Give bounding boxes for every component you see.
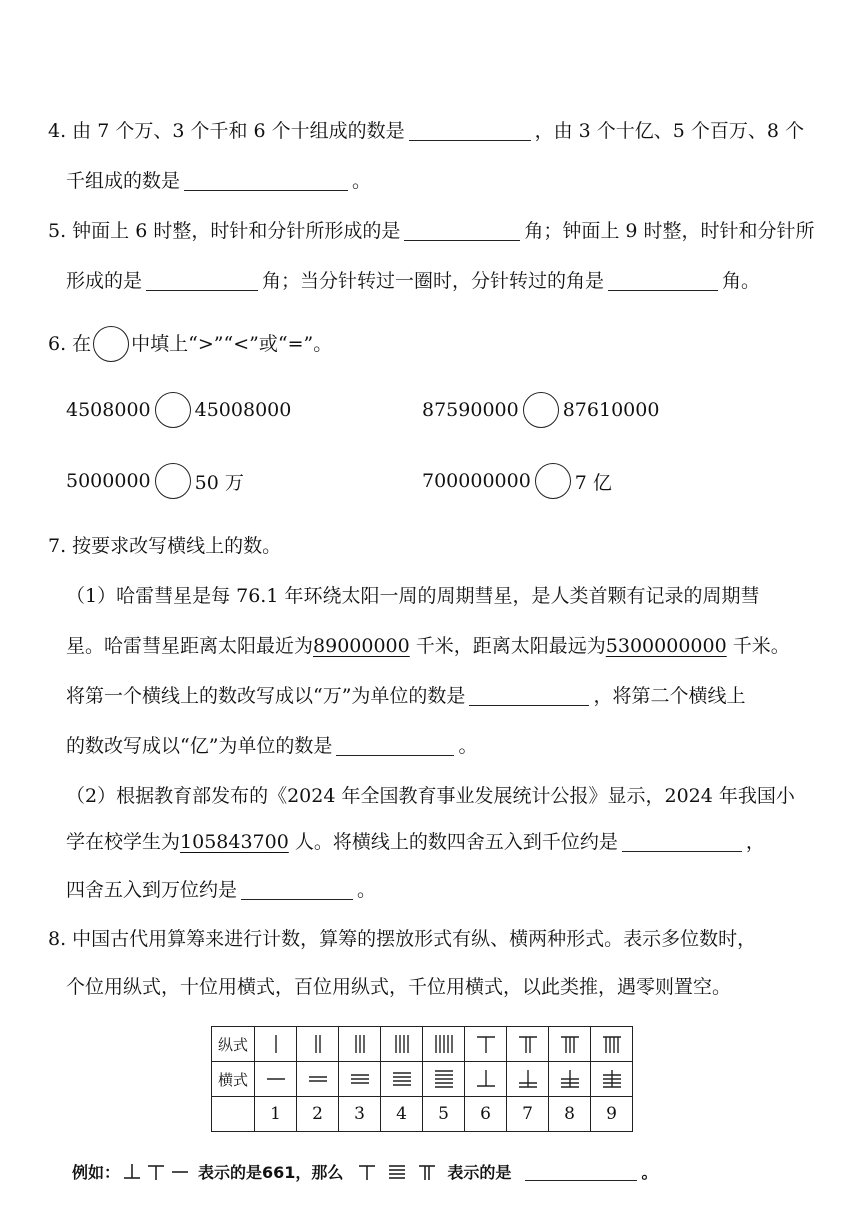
- rod-vertical-1: [255, 1027, 297, 1062]
- q4-text-c: 千组成的数是: [66, 170, 181, 192]
- q5-answer-blank-1[interactable]: [404, 220, 520, 241]
- q7-p2-text-b: 人。将横线上的数四舍五入到千位约是: [294, 831, 618, 853]
- q6-title: [48, 326, 332, 362]
- rod-vertical-4: [381, 1027, 423, 1062]
- rod-horizontal-2: [297, 1062, 339, 1097]
- q7-answer-blank-1[interactable]: [469, 685, 589, 706]
- example-text-2: 表示的是: [447, 1163, 512, 1182]
- example-text-3: 。: [641, 1163, 658, 1182]
- rod-vertical-8: [549, 1027, 591, 1062]
- q5-text-a: 5. 钟面上 6 时整，时针和分针所形成的是: [48, 220, 401, 242]
- digit-cell: 5: [423, 1097, 465, 1132]
- q5-text-b: 角；钟面上 9 时整，时针和分针所: [524, 220, 815, 242]
- q7-p1-line1: （1）哈雷彗星是每 76.1 年环绕太阳一周的周期彗星，是人类首颗有记录的周期彗: [66, 585, 760, 607]
- q7-p2-line1: （2）根据教育部发布的《2024 年全国教育事业发展统计公报》显示，2024 年我国小: [66, 785, 795, 807]
- q6-item-2-right: 87610000: [562, 399, 660, 421]
- q6-item-2-circle[interactable]: [523, 392, 559, 428]
- q7-p1-text-f: 的数改写成以“亿”为单位的数是: [66, 735, 333, 757]
- q7-title: 7. 按要求改写横线上的数。: [48, 535, 282, 557]
- q8-example: [72, 1160, 657, 1183]
- rod-horizontal-6: [465, 1062, 507, 1097]
- q7-underlined-number-3: 105843700: [180, 831, 289, 853]
- q7-p2-text-c: ，: [745, 831, 765, 853]
- q6-item-2: [422, 392, 659, 428]
- q6-item-1-left: 4508000: [66, 399, 151, 421]
- q7-answer-blank-4[interactable]: [241, 879, 353, 900]
- digit-cell: 1: [255, 1097, 297, 1132]
- rod-vertical-6: [465, 1027, 507, 1062]
- q7-p1-text-g: 。: [458, 735, 478, 757]
- rod-horizontal-3: [339, 1062, 381, 1097]
- rod-horizontal-5: [423, 1062, 465, 1097]
- digit-cell: 2: [297, 1097, 339, 1132]
- digit-cell: 3: [339, 1097, 381, 1132]
- q6-title-a: 6. 在: [48, 333, 92, 355]
- digit-cell: 8: [549, 1097, 591, 1132]
- q4-line1: [48, 118, 804, 144]
- q6-sample-circle: [93, 326, 129, 362]
- q4-line2: [66, 168, 371, 194]
- vertical-form-row: [212, 1027, 633, 1062]
- q7-p1-text-c: 千米。: [732, 635, 790, 657]
- q6-item-3: [66, 463, 244, 499]
- q7-p1-text-d: 将第一个横线上的数改写成以“万”为单位的数是: [66, 685, 466, 707]
- q6-item-4-circle[interactable]: [535, 463, 571, 499]
- rod-vertical-2: [297, 1027, 339, 1062]
- q7-p1-text-e: ，将第二个横线上: [593, 685, 746, 707]
- q5-answer-blank-3[interactable]: [608, 270, 718, 291]
- rod-horizontal-9: [591, 1062, 633, 1097]
- q5-line2: [66, 268, 760, 294]
- q7-p2-text-d: 四舍五入到万位约是: [66, 879, 238, 901]
- example-text-1: 表示的是661，那么: [198, 1163, 344, 1182]
- q7-underlined-number-1: 89000000: [313, 635, 410, 657]
- q6-item-2-left: 87590000: [422, 399, 519, 421]
- row-label-horizontal: 横式: [212, 1062, 255, 1097]
- counting-rods-table: [211, 1026, 633, 1132]
- digit-cell: 4: [381, 1097, 423, 1132]
- q5-line1: [48, 218, 815, 244]
- q8-line1: 8. 中国古代用算筹来进行计数，算筹的摆放形式有纵、横两种形式。表示多位数时，: [48, 928, 757, 950]
- digit-cell: 7: [507, 1097, 549, 1132]
- q6-item-3-left: 5000000: [66, 470, 151, 492]
- q7-answer-blank-2[interactable]: [336, 735, 454, 756]
- digit-cell: 6: [465, 1097, 507, 1132]
- q7-underlined-number-2: 5300000000: [605, 635, 727, 657]
- q6-item-1-circle[interactable]: [155, 392, 191, 428]
- q8-answer-blank[interactable]: [525, 1162, 637, 1181]
- q4-text-d: 。: [352, 170, 372, 192]
- q6-item-3-right: 50 万: [194, 471, 244, 494]
- q7-p2-line2: [66, 829, 765, 855]
- q4-answer-blank-2[interactable]: [184, 170, 348, 191]
- q7-p1-text-b: 千米，距离太阳最远为: [415, 635, 606, 657]
- q7-p1-line3: [66, 683, 745, 709]
- q8-line2: 个位用纵式，十位用横式，百位用纵式，千位用横式，以此类推，遇零则置空。: [66, 976, 732, 998]
- row-label-empty: [212, 1097, 255, 1132]
- question-rods: [357, 1162, 437, 1182]
- rod-vertical-7: [507, 1027, 549, 1062]
- example-label: 例如：: [72, 1163, 121, 1182]
- q6-item-1: [66, 392, 291, 428]
- q5-text-d: 角；当分针转过一圈时，分针转过的角是: [262, 270, 605, 292]
- q7-p2-text-e: 。: [357, 879, 377, 901]
- example-rods-661: [122, 1162, 190, 1182]
- q5-answer-blank-2[interactable]: [146, 270, 258, 291]
- q6-item-4: [422, 463, 612, 499]
- row-label-vertical: 纵式: [212, 1027, 255, 1062]
- q7-p2-line3: [66, 877, 376, 903]
- q4-text-b: ，由 3 个十亿、5 个百万、8 个: [534, 120, 805, 142]
- q6-item-4-left: 700000000: [422, 470, 531, 492]
- q4-text-a: 4. 由 7 个万、3 个千和 6 个十组成的数是: [48, 120, 405, 142]
- rod-vertical-9: [591, 1027, 633, 1062]
- q6-item-1-right: 45008000: [194, 399, 292, 421]
- q7-p1-line2: [66, 633, 790, 659]
- rod-horizontal-7: [507, 1062, 549, 1097]
- q6-title-b: 中填上“>”“<”或“=”。: [131, 333, 333, 355]
- q7-p1-line4: [66, 733, 477, 759]
- q6-item-4-right: 7 亿: [574, 471, 612, 494]
- q7-p1-text-a: 星。哈雷彗星距离太阳最近为: [66, 635, 314, 657]
- horizontal-form-row: [212, 1062, 633, 1097]
- digit-cell: 9: [591, 1097, 633, 1132]
- rod-vertical-3: [339, 1027, 381, 1062]
- q6-item-3-circle[interactable]: [155, 463, 191, 499]
- q5-text-e: 角。: [722, 270, 761, 292]
- digit-row: [212, 1097, 633, 1132]
- q7-answer-blank-3[interactable]: [622, 831, 742, 852]
- q4-answer-blank-1[interactable]: [409, 120, 531, 141]
- q7-p2-text-a: 学在校学生为: [66, 831, 181, 853]
- rod-vertical-5: [423, 1027, 465, 1062]
- rod-horizontal-1: [255, 1062, 297, 1097]
- rod-horizontal-8: [549, 1062, 591, 1097]
- q5-text-c: 形成的是: [66, 270, 143, 292]
- rod-horizontal-4: [381, 1062, 423, 1097]
